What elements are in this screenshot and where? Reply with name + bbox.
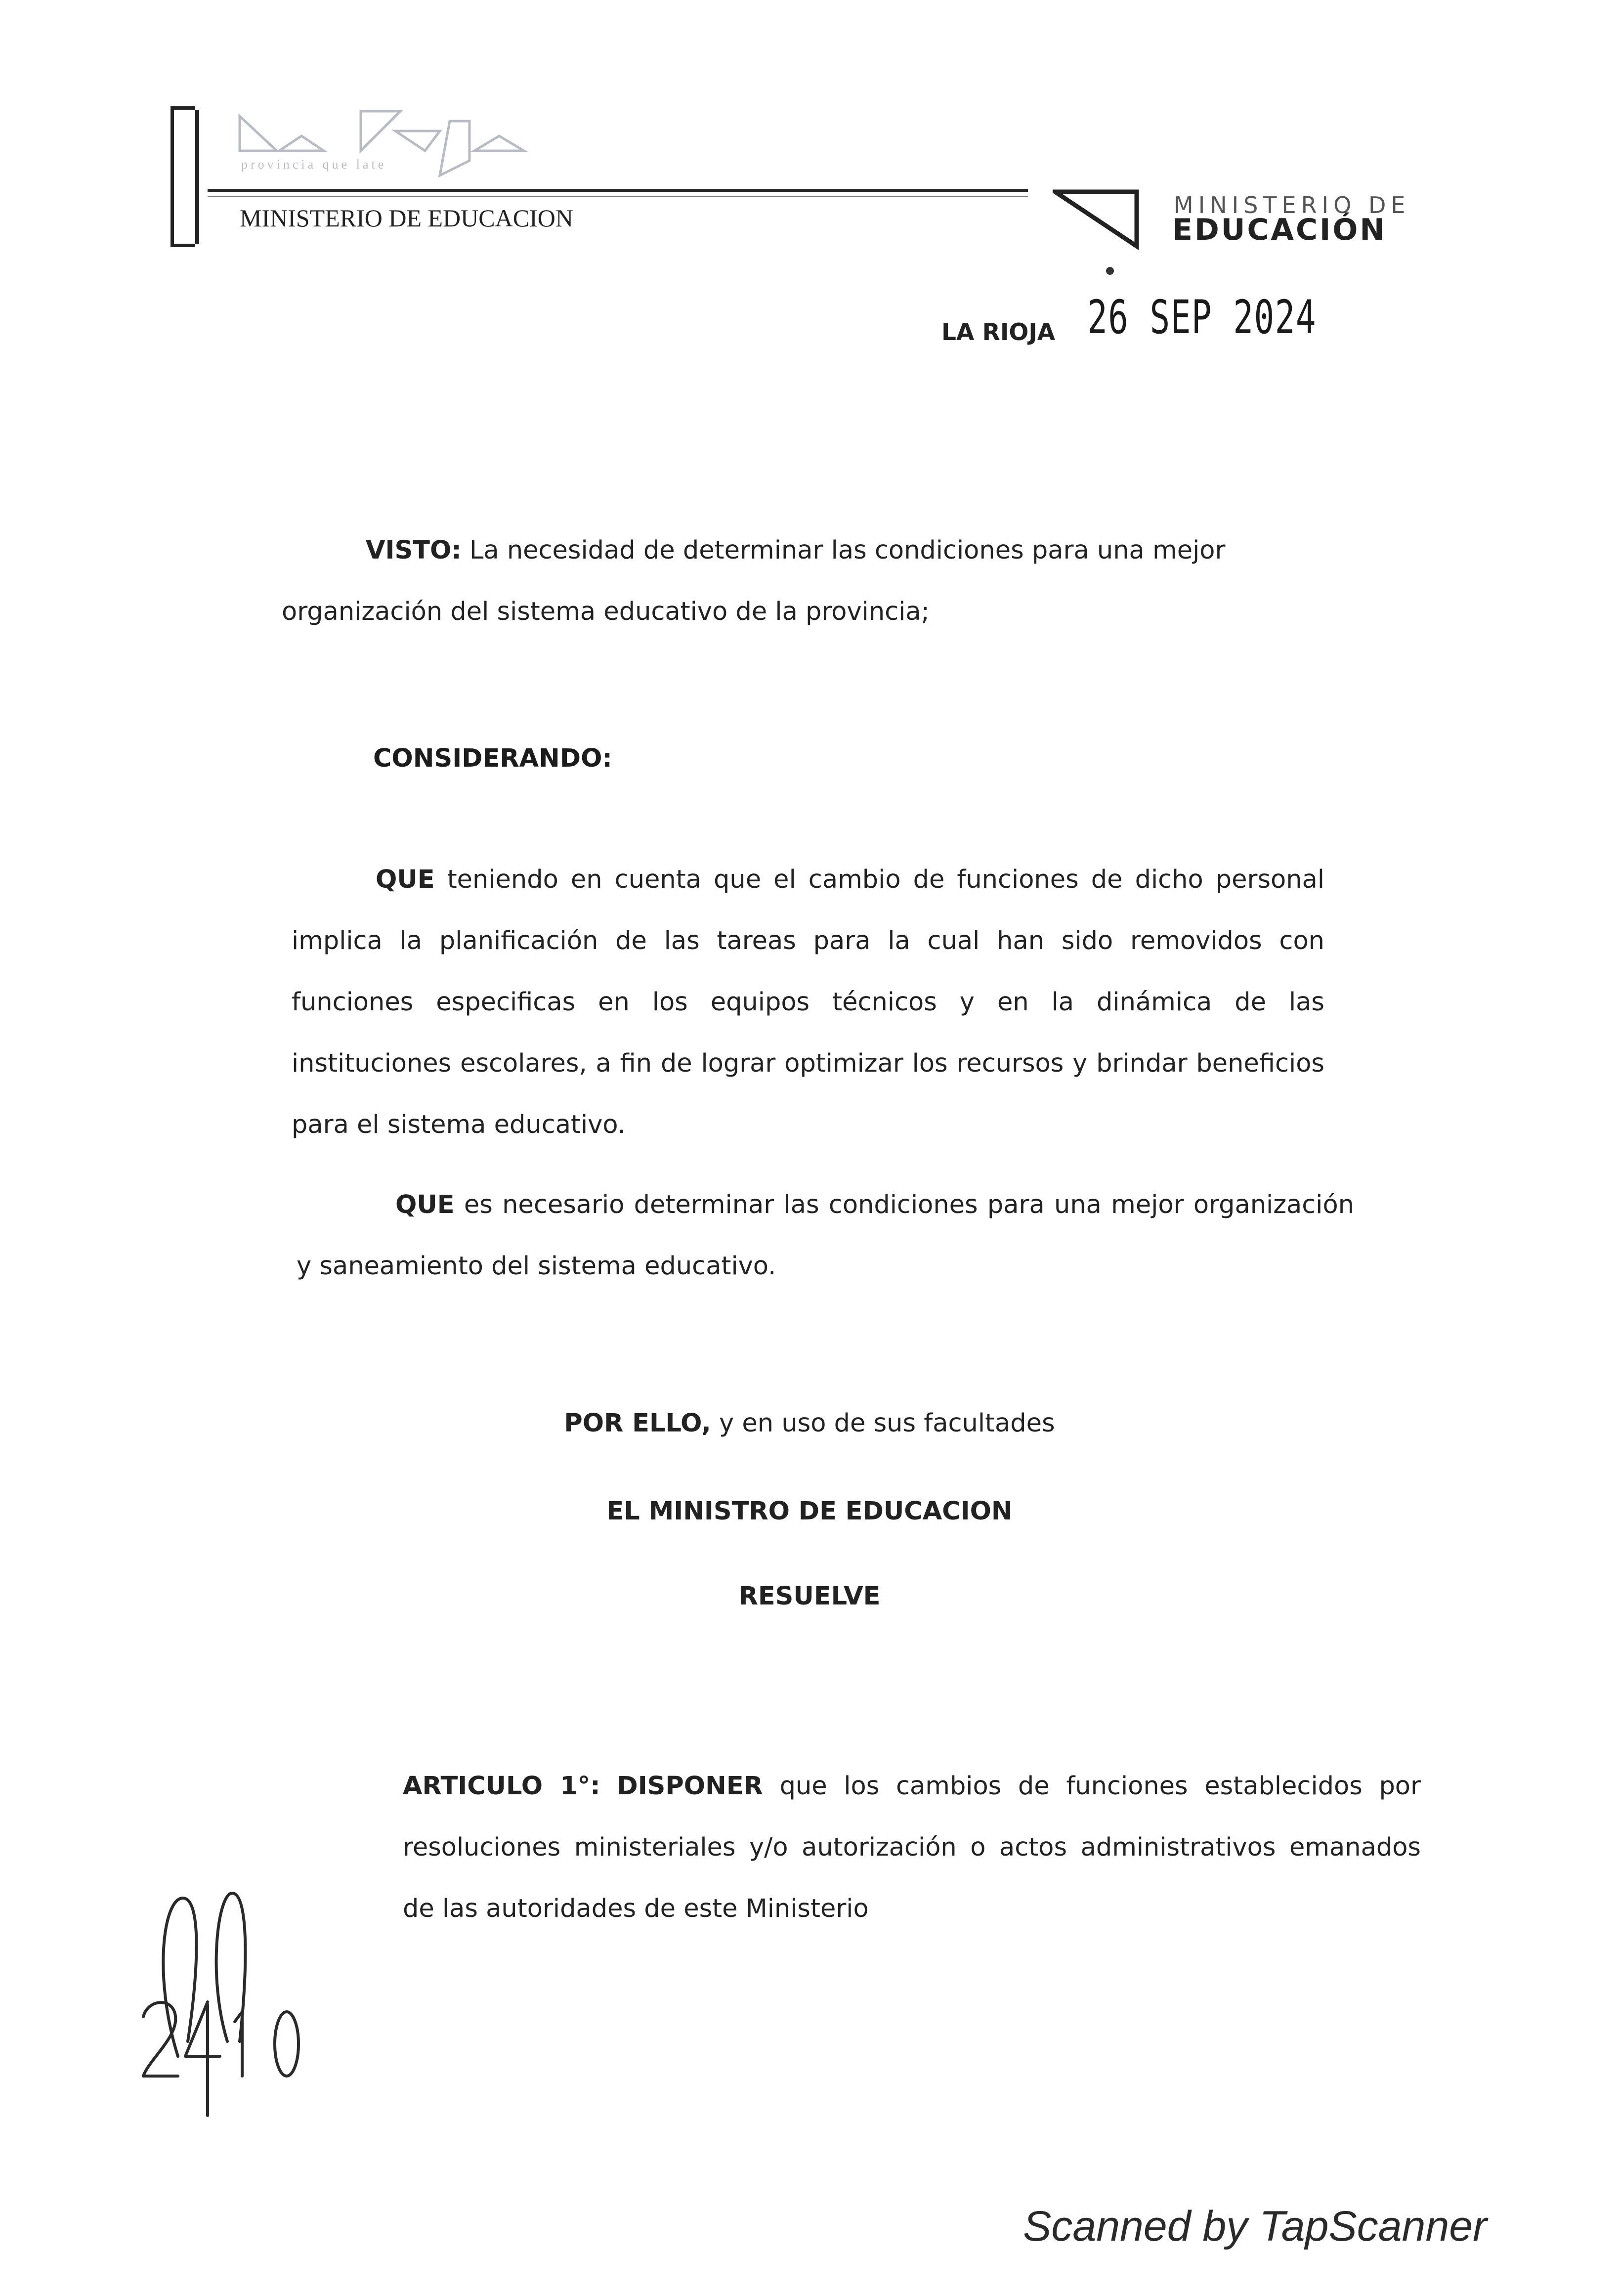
visto-label: VISTO: xyxy=(366,536,462,565)
ministry-logo-mark xyxy=(1053,187,1161,251)
header-bracket xyxy=(170,106,195,247)
articulo-1-paragraph xyxy=(403,1756,1421,1940)
visto-paragraph xyxy=(282,520,1295,643)
la-rioja-logo xyxy=(237,101,672,185)
por-ello-text: y en uso de sus facultades xyxy=(719,1409,1055,1438)
resuelve-line: RESUELVE xyxy=(738,1582,881,1611)
stamp-dot xyxy=(1106,267,1114,275)
ministry-logo-line1: MINISTERIO DE xyxy=(1174,192,1410,218)
scanner-watermark: Scanned by TapScanner xyxy=(1023,2203,1487,2250)
que-paragraph-2 xyxy=(297,1174,1354,1297)
que-label-2: QUE xyxy=(395,1190,455,1219)
minister-line: EL MINISTRO DE EDUCACION xyxy=(606,1497,1013,1526)
handwritten-number xyxy=(133,1878,341,2125)
articulo-text: que los cambios de funciones establecidos por resoluciones ministeriales y/o autorización o actos administrativos emanados de las autoridades de este Ministerio xyxy=(403,1772,1421,1923)
header-rule-thin xyxy=(208,196,1028,197)
que-text-2: es necesario determinar las condiciones para una mejor organización y saneamiento del sistema educativo. xyxy=(297,1190,1354,1281)
que-paragraph-1 xyxy=(292,849,1324,1156)
por-ello-line xyxy=(0,1409,1619,1438)
header-rule xyxy=(208,189,1028,192)
articulo-label: ARTICULO 1°: xyxy=(403,1772,600,1801)
logo-tagline: provincia que late xyxy=(241,157,387,172)
ministry-name-left: MINISTERIO DE EDUCACION xyxy=(240,204,573,232)
ministry-logo-line2: EDUCACIÓN xyxy=(1172,213,1387,247)
considerando-heading: CONSIDERANDO: xyxy=(373,744,612,773)
por-ello-label: POR ELLO, xyxy=(564,1409,711,1438)
visto-text: La necesidad de determinar las condiciones para una mejor organización del sistema educativo de la provincia; xyxy=(282,536,1226,626)
date-place: LA RIOJA xyxy=(941,319,1056,346)
que-label-1: QUE xyxy=(376,865,435,894)
articulo-verb: DISPONER xyxy=(617,1772,763,1801)
que-text-1: teniendo en cuenta que el cambio de funciones de dicho personal implica la planificación de las tareas para la cual han sido removidos con funciones especificas en los equipos técnicos y en la dinámica de las instituciones escolares, a fin de lograr optimizar los recursos y brindar beneficios para el sistema educativo. xyxy=(292,865,1324,1139)
date-stamp: 26 SEP 2024 xyxy=(1087,291,1317,345)
